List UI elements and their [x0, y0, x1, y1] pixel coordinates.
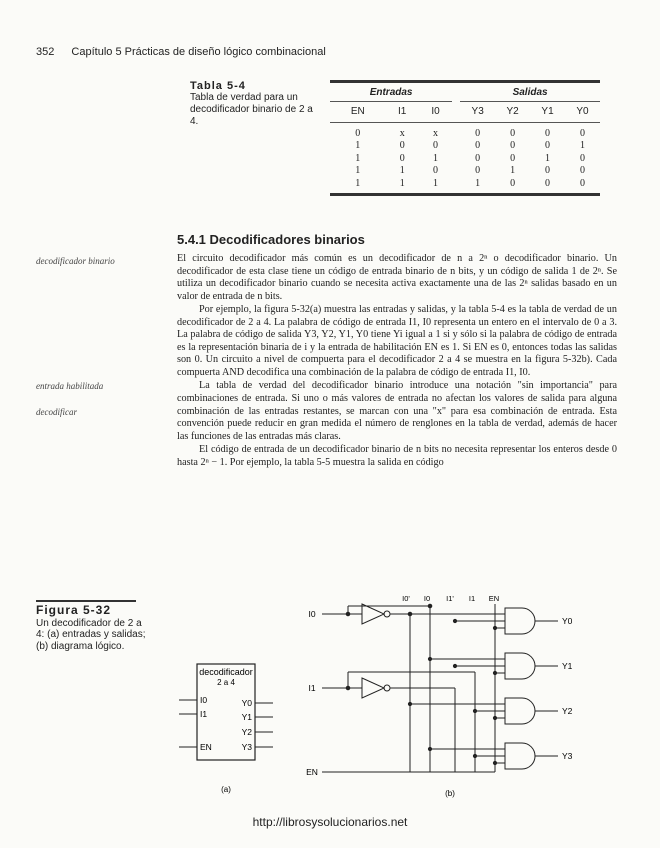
chapter-title: Capítulo 5 Prácticas de diseño lógico combinacional [71, 46, 326, 58]
table-cell: 1 [355, 140, 361, 152]
bus-label: I1' [446, 594, 454, 603]
table-cell: 0 [545, 127, 551, 139]
diagram-output-label: Y2 [562, 706, 573, 716]
diagram-input-label: I1 [308, 683, 316, 693]
table-cell: 1 [355, 165, 361, 177]
subfigure-b-label: (b) [445, 789, 455, 798]
page-header [36, 46, 326, 58]
margin-note: decodificador binario [36, 256, 115, 266]
truth-table [330, 80, 600, 196]
table-cell: 0 [510, 140, 516, 152]
bus-label: I0 [423, 594, 431, 603]
column-header: I0 [419, 102, 452, 123]
table-cell: 0 [433, 140, 439, 152]
block-input-label: I0 [200, 695, 208, 705]
column-header: Y3 [460, 102, 495, 123]
table-cell: 1 [419, 177, 452, 194]
and-gate [505, 698, 535, 724]
table-cell: 0 [475, 127, 481, 139]
paragraph: Por ejemplo, la figura 5-32(a) muestra las entradas y salidas, y la tabla 5-4 es la tabla de verdad de un decodificador de 2 a 4. La palabra de código de entrada I1, I0 representa un entero en el intervalo de 0 a 3. La palabra de código de salida Y3, Y2, Y1, Y0 tiene Yi igual a 1 si y sólo si la palabra de código de entrada es la representación binaria de i y la entrada de habilitación EN es 1. Si EN es 0, entonces todas las salidas son 0. Un circuito a nivel de compuerta para el decodificador 2 a 4 se muestra en la figura 5-32b). Cada compuerta AND decodifica una combinación de la palabra de código de entrada I1, I0. [177, 304, 617, 378]
table-cell: 0 [530, 177, 565, 194]
table-cell: 1 [355, 152, 361, 164]
table-caption-text: Tabla de verdad para un decodificador binario de 2 a 4. [190, 92, 313, 127]
outputs-group-header: Salidas [460, 82, 600, 102]
table-cell: 0 [580, 165, 585, 177]
table-cell: 0 [355, 127, 361, 139]
table-cell: 1 [580, 140, 585, 152]
table-cell: 0 [433, 165, 439, 177]
table-cell: 0 [545, 165, 551, 177]
bus-label: EN [488, 594, 500, 603]
table-row [330, 140, 600, 153]
diagram-output-label: Y1 [562, 661, 573, 671]
and-gate [505, 743, 535, 769]
logic-diagram [300, 590, 600, 802]
table-cell: 0 [399, 140, 405, 152]
table-row [330, 123, 600, 140]
block-output-label: Y3 [241, 742, 252, 752]
table-label: Tabla 5-4 [190, 80, 246, 92]
paragraph: El circuito decodificador más común es un decodificador de n a 2ⁿ o decodificador binario. Un decodificador de esta clase tiene un código de entrada binario de n bits, y un código de salida 1 de 2ⁿ. Se utiliza un decodificador binario cuando se necesita activa exactamente una de las 2ⁿ salidas basado en un valor de entrada de n bits. [177, 253, 617, 302]
table-cell: 0 [510, 127, 516, 139]
table-cell: 0 [510, 152, 516, 164]
bus-label: I0' [402, 594, 410, 603]
table-row [330, 165, 600, 178]
block-title: decodificador [199, 667, 253, 677]
figure-label: Figura 5-32 [36, 603, 112, 617]
figure-caption-text: Un decodificador de 2 a 4: (a) entradas y salidas; (b) diagrama lógico. [36, 617, 146, 652]
margin-note: decodificar [36, 407, 77, 417]
block-input-label: EN [200, 742, 212, 752]
table-cell: 1 [399, 165, 405, 177]
table-caption [190, 80, 320, 128]
table-cell: 1 [460, 177, 495, 194]
table-cell: 0 [545, 140, 551, 152]
decoder-block-symbol [175, 658, 285, 798]
table-cell: 0 [475, 165, 481, 177]
diagram-output-label: Y3 [562, 751, 573, 761]
diagram-output-label: Y0 [562, 616, 573, 626]
diagram-input-label: EN [306, 767, 318, 777]
block-input-label: I1 [200, 709, 208, 719]
bus-label: I1 [468, 594, 476, 603]
column-header: Y0 [565, 102, 600, 123]
column-header: EN [330, 102, 386, 123]
page-number: 352 [36, 46, 55, 58]
table-cell: 1 [433, 152, 439, 164]
footer-url: http://librosysolucionarios.net [252, 815, 408, 829]
table-cell: 1 [330, 177, 386, 194]
inverter-gate [362, 604, 384, 624]
table-cell: 1 [386, 177, 419, 194]
table-cell: 0 [580, 127, 585, 139]
subfigure-a-label: (a) [221, 785, 231, 794]
and-gate [505, 608, 535, 634]
table-cell: 0 [565, 177, 600, 194]
table-cell: 0 [475, 140, 481, 152]
and-gate [505, 653, 535, 679]
inverter-gate [362, 678, 384, 698]
paragraph: La tabla de verdad del decodificador binario introduce una notación "sin importancia" para combinaciones de entrada. Si uno o más valores de entrada no afectan los valores de salida para alguna combinación de las entradas restantes, se marcan con una "x" para esa combinación de entrada. Esta convención puede reducir en gran medida el número de renglones en la tabla de verdad, además de hacer las funciones de las entradas más claras. [177, 380, 617, 442]
table-cell: 1 [545, 152, 551, 164]
table-cell: 0 [475, 152, 481, 164]
table-cell: x [433, 127, 439, 139]
block-subtitle: 2 a 4 [217, 678, 235, 687]
table-cell: 1 [510, 165, 516, 177]
section-title: 5.4.1 Decodificadores binarios [177, 232, 365, 247]
column-header: Y2 [495, 102, 530, 123]
block-output-label: Y2 [241, 727, 252, 737]
column-header: Y1 [530, 102, 565, 123]
table-row [330, 152, 600, 165]
table-row [330, 177, 600, 194]
column-header: I1 [386, 102, 419, 123]
table-cell: 0 [495, 177, 530, 194]
table-cell: 0 [399, 152, 405, 164]
figure-caption [36, 600, 148, 652]
table-cell: x [399, 127, 405, 139]
paragraph: El código de entrada de un decodificador binario de n bits no necesita representar los enteros desde 0 hasta 2ⁿ − 1. Por ejemplo, la tabla 5-5 muestra la salida en código [177, 444, 617, 468]
table-cell: 0 [580, 152, 585, 164]
body-text [177, 253, 617, 470]
inputs-group-header: Entradas [330, 82, 452, 102]
block-output-label: Y1 [241, 712, 252, 722]
block-output-label: Y0 [241, 698, 252, 708]
diagram-input-label: I0 [308, 609, 316, 619]
margin-note: entrada habilitada [36, 381, 104, 391]
